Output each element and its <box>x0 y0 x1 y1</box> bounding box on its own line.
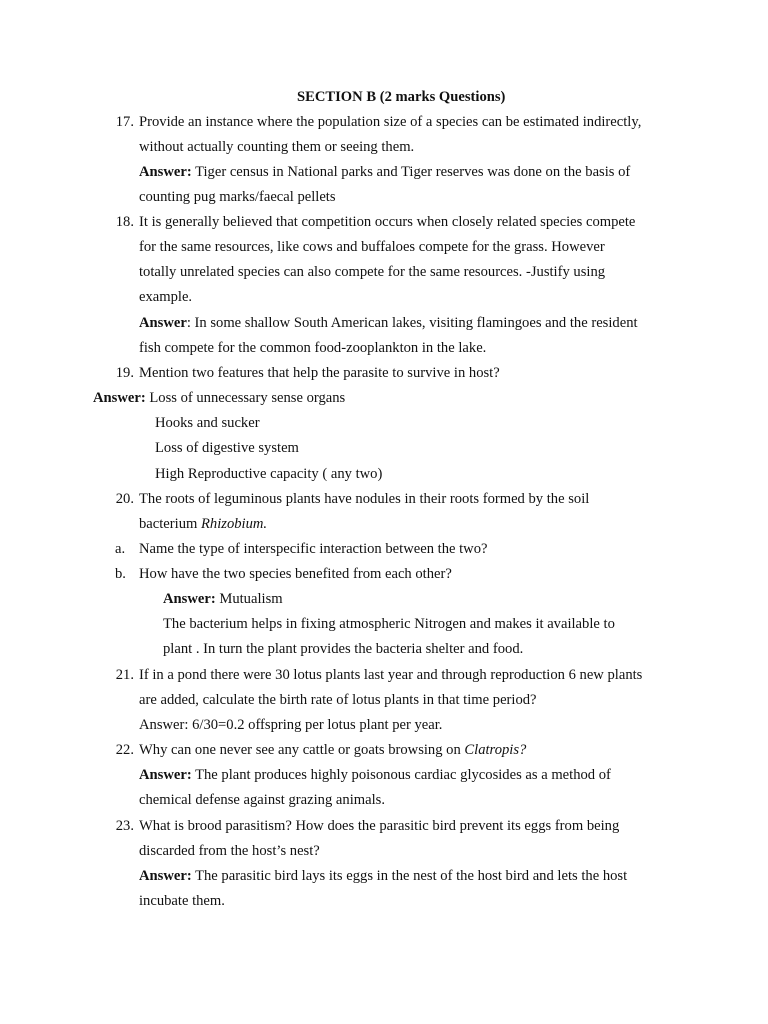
question-text: Mention two features that help the parasite to survive in host? <box>139 365 500 381</box>
species-name: Rhizobium. <box>201 516 268 532</box>
answer-line <box>139 163 630 181</box>
plant-name: Clatropis? <box>464 742 527 758</box>
section-title: SECTION B (2 marks Questions) <box>297 89 506 105</box>
sub-question-text: How have the two species benefited from each other? <box>139 566 452 582</box>
question-text-part: Why can one never see any cattle or goats browsing on <box>139 742 465 758</box>
question-text: discarded from the host’s nest? <box>139 843 320 859</box>
answer-line <box>93 389 345 407</box>
answer-text: Loss of unnecessary sense organs <box>145 390 346 406</box>
answer-text: chemical defense against grazing animals. <box>139 792 385 808</box>
question-text: What is brood parasitism? How does the parasitic bird prevent its eggs from being <box>139 818 620 834</box>
question-text: example. <box>139 289 193 305</box>
sub-question-marker: b. <box>115 566 126 582</box>
question-number: 19. <box>115 365 134 381</box>
question-text <box>139 515 267 533</box>
question-number: 20. <box>115 491 134 507</box>
answer-line <box>139 766 611 784</box>
sub-question-text: Name the type of interspecific interaction between the two? <box>139 541 488 557</box>
answer-line <box>139 867 627 885</box>
answer-text: counting pug marks/faecal pellets <box>139 189 336 205</box>
question-text: If in a pond there were 30 lotus plants last year and through reproduction 6 new plants <box>139 667 643 683</box>
answer-label: Answer: <box>139 164 192 180</box>
answer-text: incubate them. <box>139 893 225 909</box>
answer-text: : In some shallow South American lakes, visiting flamingoes and the resident <box>186 315 638 331</box>
answer-text: Mutualism <box>215 591 283 607</box>
question-text: It is generally believed that competition occurs when closely related species compete <box>139 214 636 230</box>
answer-label: Answer: <box>139 767 192 783</box>
answer-line <box>139 314 638 332</box>
answer-text: Tiger census in National parks and Tiger reserves was done on the basis of <box>191 164 631 180</box>
answer-text: The plant produces highly poisonous cardiac glycosides as a method of <box>191 767 611 783</box>
answer-text: plant . In turn the plant provides the bacteria shelter and food. <box>163 641 524 657</box>
answer-text: The parasitic bird lays its eggs in the nest of the host bird and lets the host <box>191 868 628 884</box>
question-text-part: bacterium <box>139 516 201 532</box>
question-text: without actually counting them or seeing them. <box>139 139 415 155</box>
question-number: 17. <box>115 114 134 130</box>
question-number: 22. <box>115 742 134 758</box>
question-number: 23. <box>115 818 134 834</box>
answer-text: High Reproductive capacity ( any two) <box>155 466 383 482</box>
answer-line <box>163 590 283 608</box>
answer-text: fish compete for the common food-zooplankton in the lake. <box>139 340 487 356</box>
question-number: 18. <box>115 214 134 230</box>
answer-label: Answer: <box>139 868 192 884</box>
answer-text: Answer: 6/30=0.2 offspring per lotus plant per year. <box>139 717 443 733</box>
question-text: The roots of leguminous plants have nodules in their roots formed by the soil <box>139 491 590 507</box>
question-text: Provide an instance where the population size of a species can be estimated indirectly, <box>139 114 642 130</box>
question-text: are added, calculate the birth rate of lotus plants in that time period? <box>139 692 537 708</box>
question-text <box>139 741 526 759</box>
answer-label: Answer: <box>163 591 216 607</box>
answer-text: Hooks and sucker <box>155 415 260 431</box>
question-text: totally unrelated species can also compete for the same resources. -Justify using <box>139 264 606 280</box>
question-text: for the same resources, like cows and buffaloes compete for the grass. However <box>139 239 605 255</box>
question-number: 21. <box>115 667 134 683</box>
answer-label: Answer: <box>93 390 146 406</box>
answer-label: Answer <box>139 315 187 331</box>
answer-text: Loss of digestive system <box>155 440 299 456</box>
sub-question-marker: a. <box>115 541 126 557</box>
answer-text: The bacterium helps in fixing atmospheric Nitrogen and makes it available to <box>163 616 615 632</box>
